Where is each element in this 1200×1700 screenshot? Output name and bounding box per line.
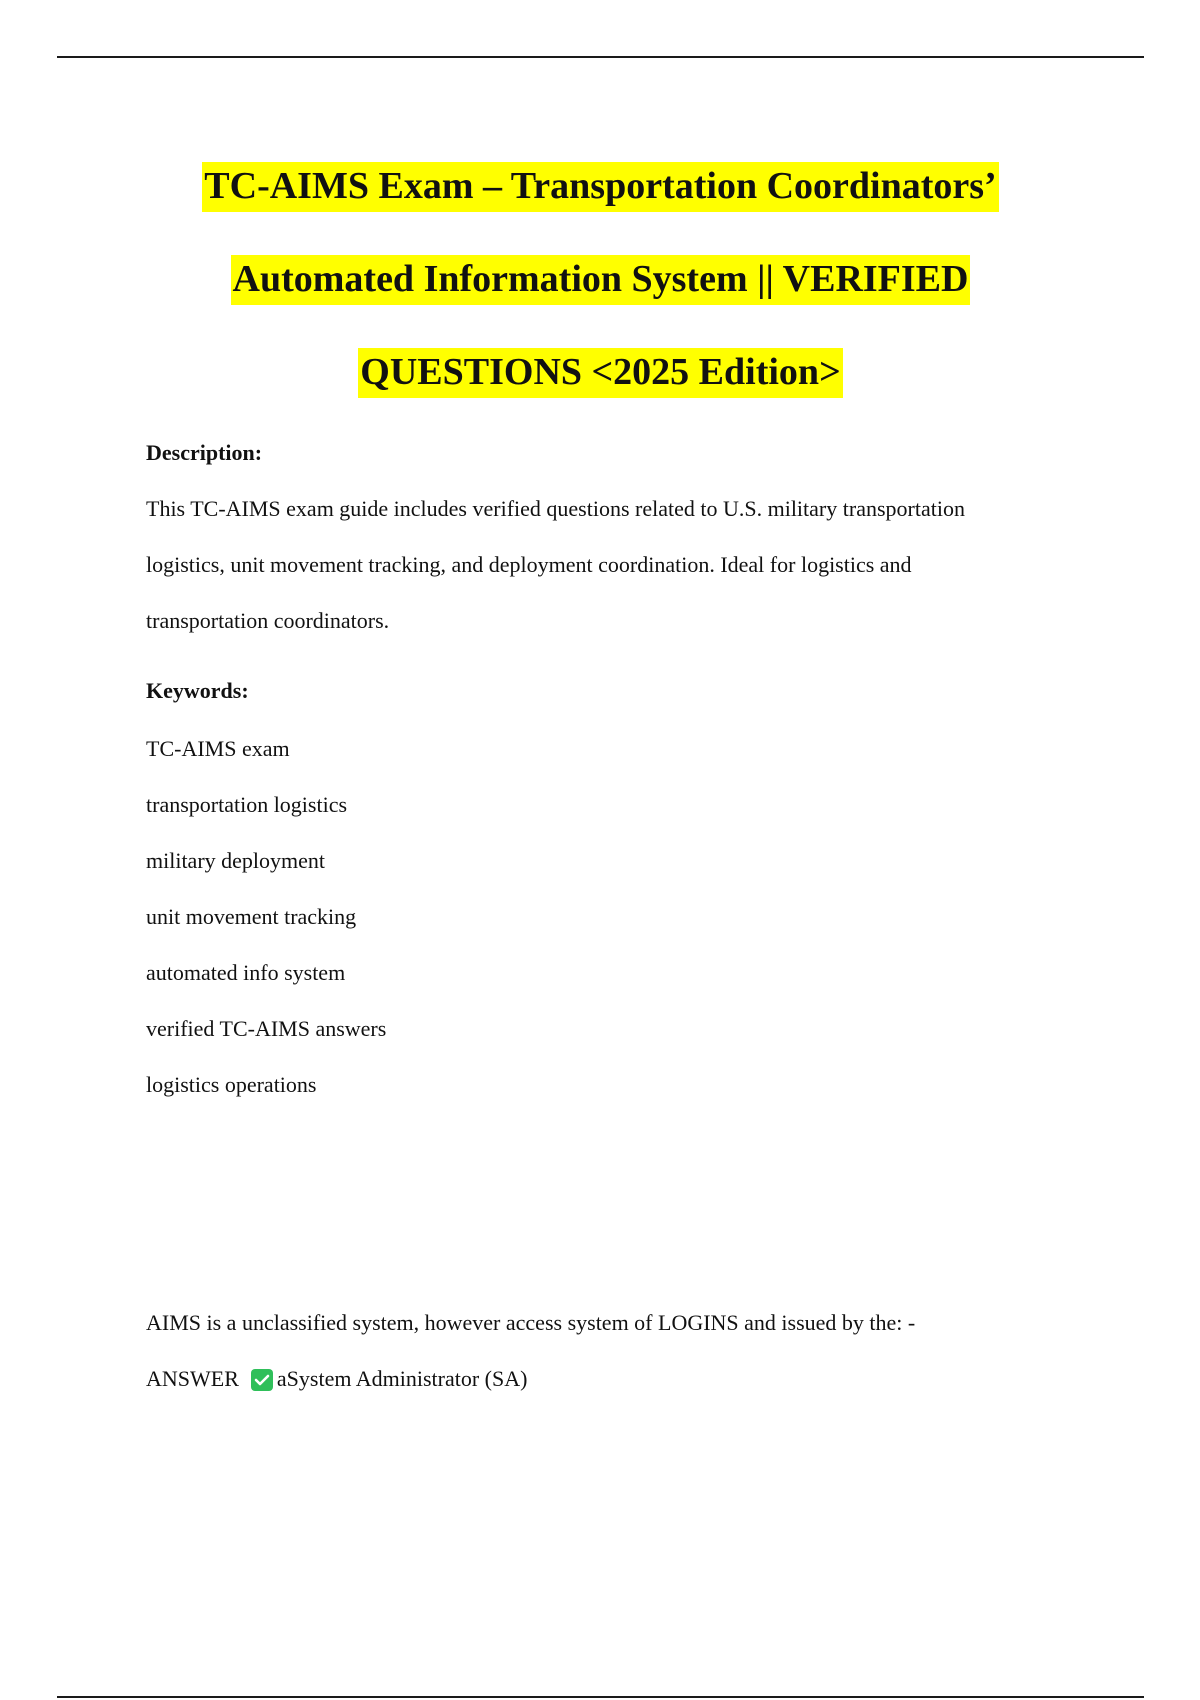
keyword-item: verified TC-AIMS answers <box>146 1016 387 1041</box>
top-divider <box>57 56 1144 58</box>
answer-line <box>146 1351 1106 1407</box>
question-text: AIMS is a unclassified system, however access system of LOGINS and issued by the: - <box>146 1310 916 1335</box>
answer-label: ANSWER <box>146 1366 239 1391</box>
description-line: transportation coordinators. <box>146 608 390 633</box>
keywords-section <box>146 678 1106 704</box>
description-section <box>146 440 1106 466</box>
keyword-item: military deployment <box>146 848 326 873</box>
description-heading: Description: <box>146 440 263 465</box>
question-block <box>146 1295 1106 1407</box>
description-body <box>146 481 1106 649</box>
answer-text: aSystem Administrator (SA) <box>276 1366 528 1391</box>
check-mark-icon <box>251 1369 273 1391</box>
description-line: This TC-AIMS exam guide includes verified questions related to U.S. military transportation <box>146 496 965 521</box>
keyword-item: TC-AIMS exam <box>146 736 290 761</box>
bottom-divider <box>57 1696 1144 1698</box>
title-line-3: QUESTIONS <2025 Edition> <box>358 348 842 398</box>
document-title <box>57 140 1144 419</box>
keyword-item: logistics operations <box>146 1072 317 1097</box>
description-line: logistics, unit movement tracking, and deployment coordination. Ideal for logistics and <box>146 552 912 577</box>
title-line-1: TC-AIMS Exam – Transportation Coordinators’ <box>202 162 998 212</box>
keyword-item: unit movement tracking <box>146 904 357 929</box>
keyword-item: automated info system <box>146 960 346 985</box>
keywords-heading: Keywords: <box>146 678 249 703</box>
keywords-list <box>146 721 1106 1113</box>
keyword-item: transportation logistics <box>146 792 348 817</box>
title-line-2: Automated Information System || VERIFIED <box>231 255 971 305</box>
